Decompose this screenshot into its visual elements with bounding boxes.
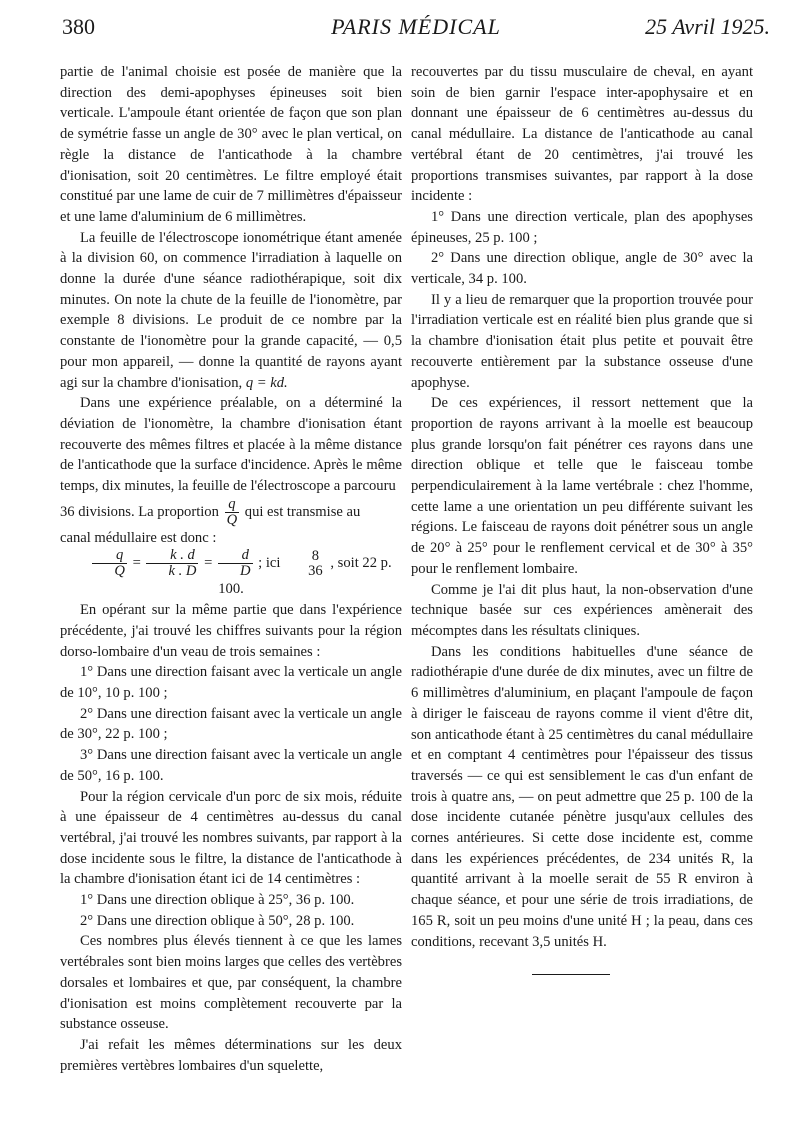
fraction-numerator: q: [92, 548, 127, 564]
left-column: [60, 62, 402, 1076]
display-formula: $\frac{q}{Q}$ = $\frac{k . d}{k . D}$ = $\frac{d}{D}$ ; ici 8 36 , soit 22 p. 100.: [60, 548, 402, 600]
paragraph: [60, 228, 402, 394]
fraction-numerator: k . d: [146, 548, 198, 564]
fraction-numerator: 8: [311, 547, 320, 564]
paragraph: Dans les conditions habituelles d'une séance de radiothérapie d'une durée de dix minutes, avec un filtre de 6 millimètres d'aluminium, en plaçant l'ampoule de façon à diriger le faisceau de rayons comme il vient d'être dit, son anticathode étant à 25 centimètres du canal médullaire et en comptant 4 centimètres pour l'épaisseur des tissus traversés — ce qui est sensiblement le cas d'un enfant de trois à quatre ans, — on peut admettre que 25 p. 100 de la dose incidente cutanée pénètre jusqu'aux cellules des cornes antérieures. Si cette dose incidente est, comme dans les expériences précédentes, de 234 unités R, la quantité arrivant à la moelle serait de 55 R environ à chaque séance, et pour une série de trois irradiations, de 165 R, soit un peu moins d'une unité H ; la peau, dans ces conditions, recevant 3,5 unités H.: [411, 643, 753, 950]
list-item: 1° Dans une direction faisant avec la verticale un angle de 10°, 10 p. 100 ;: [60, 664, 402, 701]
right-column: [411, 62, 753, 952]
page-number: 380: [62, 14, 95, 39]
fraction-numerator: d: [218, 548, 253, 564]
paragraph: J'ai refait les mêmes déterminations sur les deux premières vertèbres lombaires d'un squelette,: [60, 1036, 402, 1074]
paragraph: En opérant sur la même partie que dans l'expérience précédente, j'ai trouvé les chiffres suivants pour la région dorso-lombaire d'un veau de trois semaines :: [60, 602, 402, 660]
fraction: [92, 548, 127, 579]
page-header: [62, 14, 770, 48]
paragraph: Ces nombres plus élevés tiennent à ce que les lames vertébrales sont bien moins larges que celles des vertèbres dorsales et lombaires et que, par conséquent, la chambre d'ionisation est moins complètement recouverte par la substance osseuse.: [60, 933, 402, 1033]
list-item: 2° Dans une direction oblique, angle de 30° avec la verticale, 34 p. 100.: [411, 250, 753, 288]
paragraph: Pour la région cervicale d'un porc de six mois, réduite à une épaisseur de 4 centimètres au-dessus du canal vertébral, j'ai trouvé les nombres suivants, par rapport à la dose incidente sous le filtre, la distance de l'anticathode à la chambre d'ionisation étant ici de 14 centimètres :: [60, 788, 402, 888]
fraction: [286, 549, 325, 579]
fraction-q-over-Q: [225, 497, 240, 528]
proportion-line: [60, 497, 402, 528]
list-item: 1° Dans une direction oblique à 25°, 36 p. 100.: [80, 892, 355, 909]
issue-date: 25 Avril 1925.: [645, 14, 770, 39]
end-rule: [532, 974, 610, 975]
paragraph: recouvertes par du tissu musculaire de cheval, en ayant soin de bien garnir l'espace inter-apophysaire et en donnant une épaisseur de 6 centimètres au-dessus du canal médullaire. La distance de l'anticathode au canal vertébral étant de 20 centimètres, j'ai trouvé les proportions transmises suivantes, par rapport à la dose incidente :: [411, 64, 753, 205]
paragraph: partie de l'animal choisie est posée de manière que la direction des demi-apophyses épineuses soit bien verticale. L'ampoule étant orientée de façon que son plan de symétrie fasse un angle de 30° avec le plan vertical, on règle la distance de l'anticathode à la chambre d'ionisation, soit 20 centimètres. Le filtre employé était constitué par une lame de cuir de 7 millimètres d'épaisseur et une lame d'aluminium de 6 millimètres.: [60, 64, 402, 225]
paragraph: De ces expériences, il ressort nettement que la proportion de rayons arrivant à la moelle est beaucoup plus grande lorsqu'on fait pénétrer ces rayons dans une direction oblique et telle que le faisceau tombe perpendiculairement à la lame vertébrale : chez l'homme, cette lame a une orientation un peu différente suivant les régions. Le faisceau de rayons doit pénétrer sous un angle de 20° à 25° pour le renflement cervical et de 30° à 35° pour le renflement lombaire.: [411, 395, 753, 577]
fraction-denominator: Q: [114, 563, 125, 580]
fraction: [218, 548, 253, 579]
fraction-denominator: Q: [226, 511, 238, 528]
fraction: [146, 548, 198, 579]
paragraph: Comme je l'ai dit plus haut, la non-observation d'une technique basée sur ces expériences amènerait des mécomptes dans les résultats cliniques.: [411, 581, 753, 639]
list-item: 3° Dans une direction faisant avec la verticale un angle de 50°, 16 p. 100.: [60, 747, 402, 784]
formula-text: , soit 22 p. 100.: [218, 555, 392, 598]
list-item: 2° Dans une direction oblique à 50°, 28 p. 100.: [80, 912, 355, 929]
list-item: 1° Dans une direction verticale, plan des apophyses épineuses, 25 p. 100 ;: [411, 208, 753, 246]
fraction-numerator: q: [225, 497, 240, 513]
list-item: 2° Dans une direction faisant avec la verticale un angle de 30°, 22 p. 100 ;: [60, 705, 402, 743]
paragraph: Dans une expérience préalable, on a déterminé la déviation de l'ionomètre, la chambre d'ionisation étant recouverte des mêmes filtres et placée à la même distance de l'anticathode que la surface d'incidence. Après le même temps, dix minutes, la feuille de l'électroscope a parcouru: [60, 395, 402, 495]
fraction-denominator: k . D: [168, 563, 197, 580]
running-title: PARIS MÉDICAL: [331, 14, 501, 39]
paragraph: canal médullaire est donc :: [60, 529, 217, 546]
inline-formula: q = kd.: [245, 374, 288, 391]
fraction-denominator: D: [239, 563, 251, 580]
paragraph-text: La feuille de l'électroscope ionométrique étant amenée à la division 60, on commence l'irradiation à laquelle on donne la durée d'une séance radiothérapique, soit dix minutes. On note la chute de la feuille de l'ionomètre, par exemple 8 divisions. Le produit de ce nombre par la constante de l'ionomètre pour la grande capacité, — 0,5 pour mon appareil, — donne la quantité de rayons ayant agi sur la chambre d'ionisation,: [60, 229, 402, 391]
fraction-denominator: 36: [308, 562, 323, 579]
paragraph: Il y a lieu de remarquer que la proportion trouvée pour l'irradiation verticale est en réalité bien plus grande que si la chambre d'ionisation était plus petite et pouvait être recouverte entièrement par la substance osseuse d'une apophyse.: [411, 291, 753, 391]
text-fragment: qui est transmise au: [244, 503, 361, 520]
formula-text: ; ici: [258, 555, 281, 572]
text-fragment: 36 divisions. La proportion: [60, 503, 219, 520]
